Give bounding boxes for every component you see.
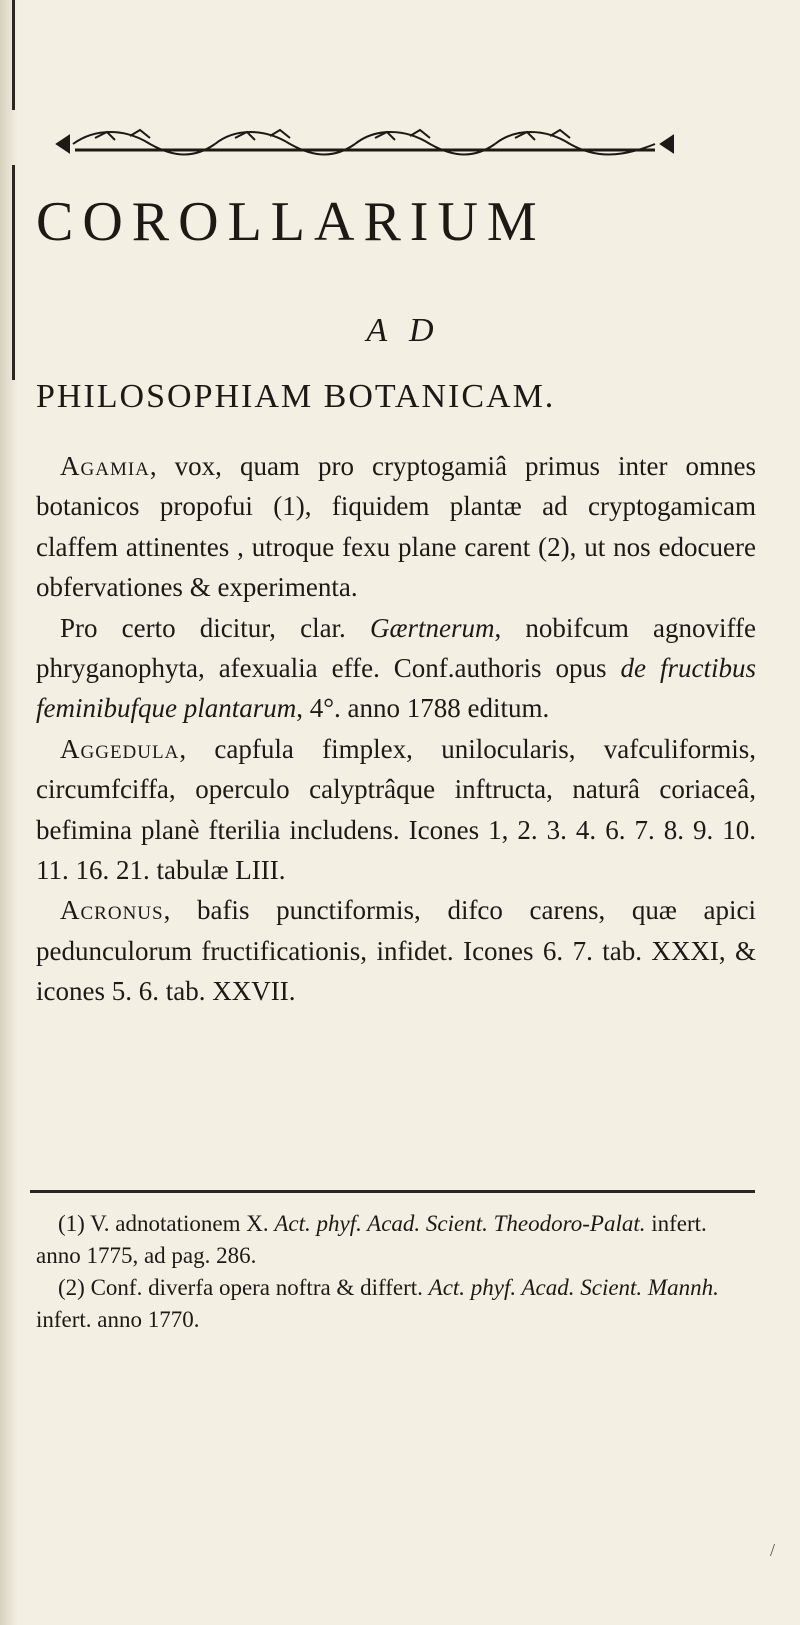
main-text [36, 446, 756, 1012]
entry-term: Agamia [60, 451, 150, 481]
footnote-rule [30, 1190, 755, 1193]
cited-journal: Act. phyf. Acad. Scient. Mannh. [428, 1275, 719, 1300]
cited-journal: Theodoro-Palat. [493, 1211, 646, 1236]
text-run: Pro certo dicitur, clar. [60, 612, 370, 643]
page-edge-shadow [0, 0, 18, 1625]
entry-text: , capfula fimplex, unilocularis, vafculiformis, circumfciffa, operculo calyptrâque inftructa, naturâ coriaceâ, befimina planè fterilia includens. Icones 1, 2. 3. 4. 6. 7. 8. 9. 10. 11. 16. 21. tabulæ LIII. [36, 733, 756, 886]
text-run: , 4°. anno 1788 editum. [296, 693, 550, 724]
entry-agamia [36, 446, 756, 608]
entry-text: , bafis punctiformis, difco carens, quæ apici pedunculorum fructificationis, infidet. Icones 6. 7. tab. XXXI, & icones 5. 6. tab. XXVII. [36, 895, 756, 1007]
decorative-ornament-band [55, 128, 675, 160]
page-title: COROLLARIUM [36, 191, 546, 253]
entry-acronus [36, 890, 756, 1011]
page-subtitle: PHILOSOPHIAM BOTANICAM. [36, 378, 556, 415]
cited-author: Gærtnerum [369, 612, 495, 643]
footnote-1 [36, 1208, 756, 1272]
cited-work: de fructibus feminibufque plantarum [36, 653, 756, 724]
text-run: (1) V. adnotationem X. [58, 1211, 275, 1236]
text-run: (2) Conf. diverfa opera noftra & differt. [58, 1275, 429, 1300]
entry-text: , vox, quam pro cryptogamiâ primus inter omnes botanicos propofui (1), fiquidem plantæ ad cryptogamicam claffem attinentes , utroque fexu plane carent (2), ut nos edocuere obfervationes & experimenta. [36, 451, 756, 603]
paragraph-pro-certo [36, 608, 756, 729]
entry-term: Aggedula [60, 733, 180, 764]
cited-journal: Act. phyf. Acad. Scient. [274, 1211, 488, 1236]
text-run: infert. anno 1770. [36, 1307, 200, 1332]
entry-term: Acronus [60, 895, 164, 926]
text-run: infert. anno 1775, ad pag. 286. [36, 1211, 707, 1268]
binding-line-top [12, 0, 15, 110]
title-ad: A D [366, 312, 434, 349]
page-mark: / [770, 1540, 776, 1560]
footnotes [36, 1208, 756, 1336]
text-run: , nobifcum agnoviffe phryganophyta, afexualia effe. Conf.authoris opus [36, 612, 756, 684]
entry-aggedula [36, 729, 756, 891]
footnote-2 [36, 1272, 756, 1336]
